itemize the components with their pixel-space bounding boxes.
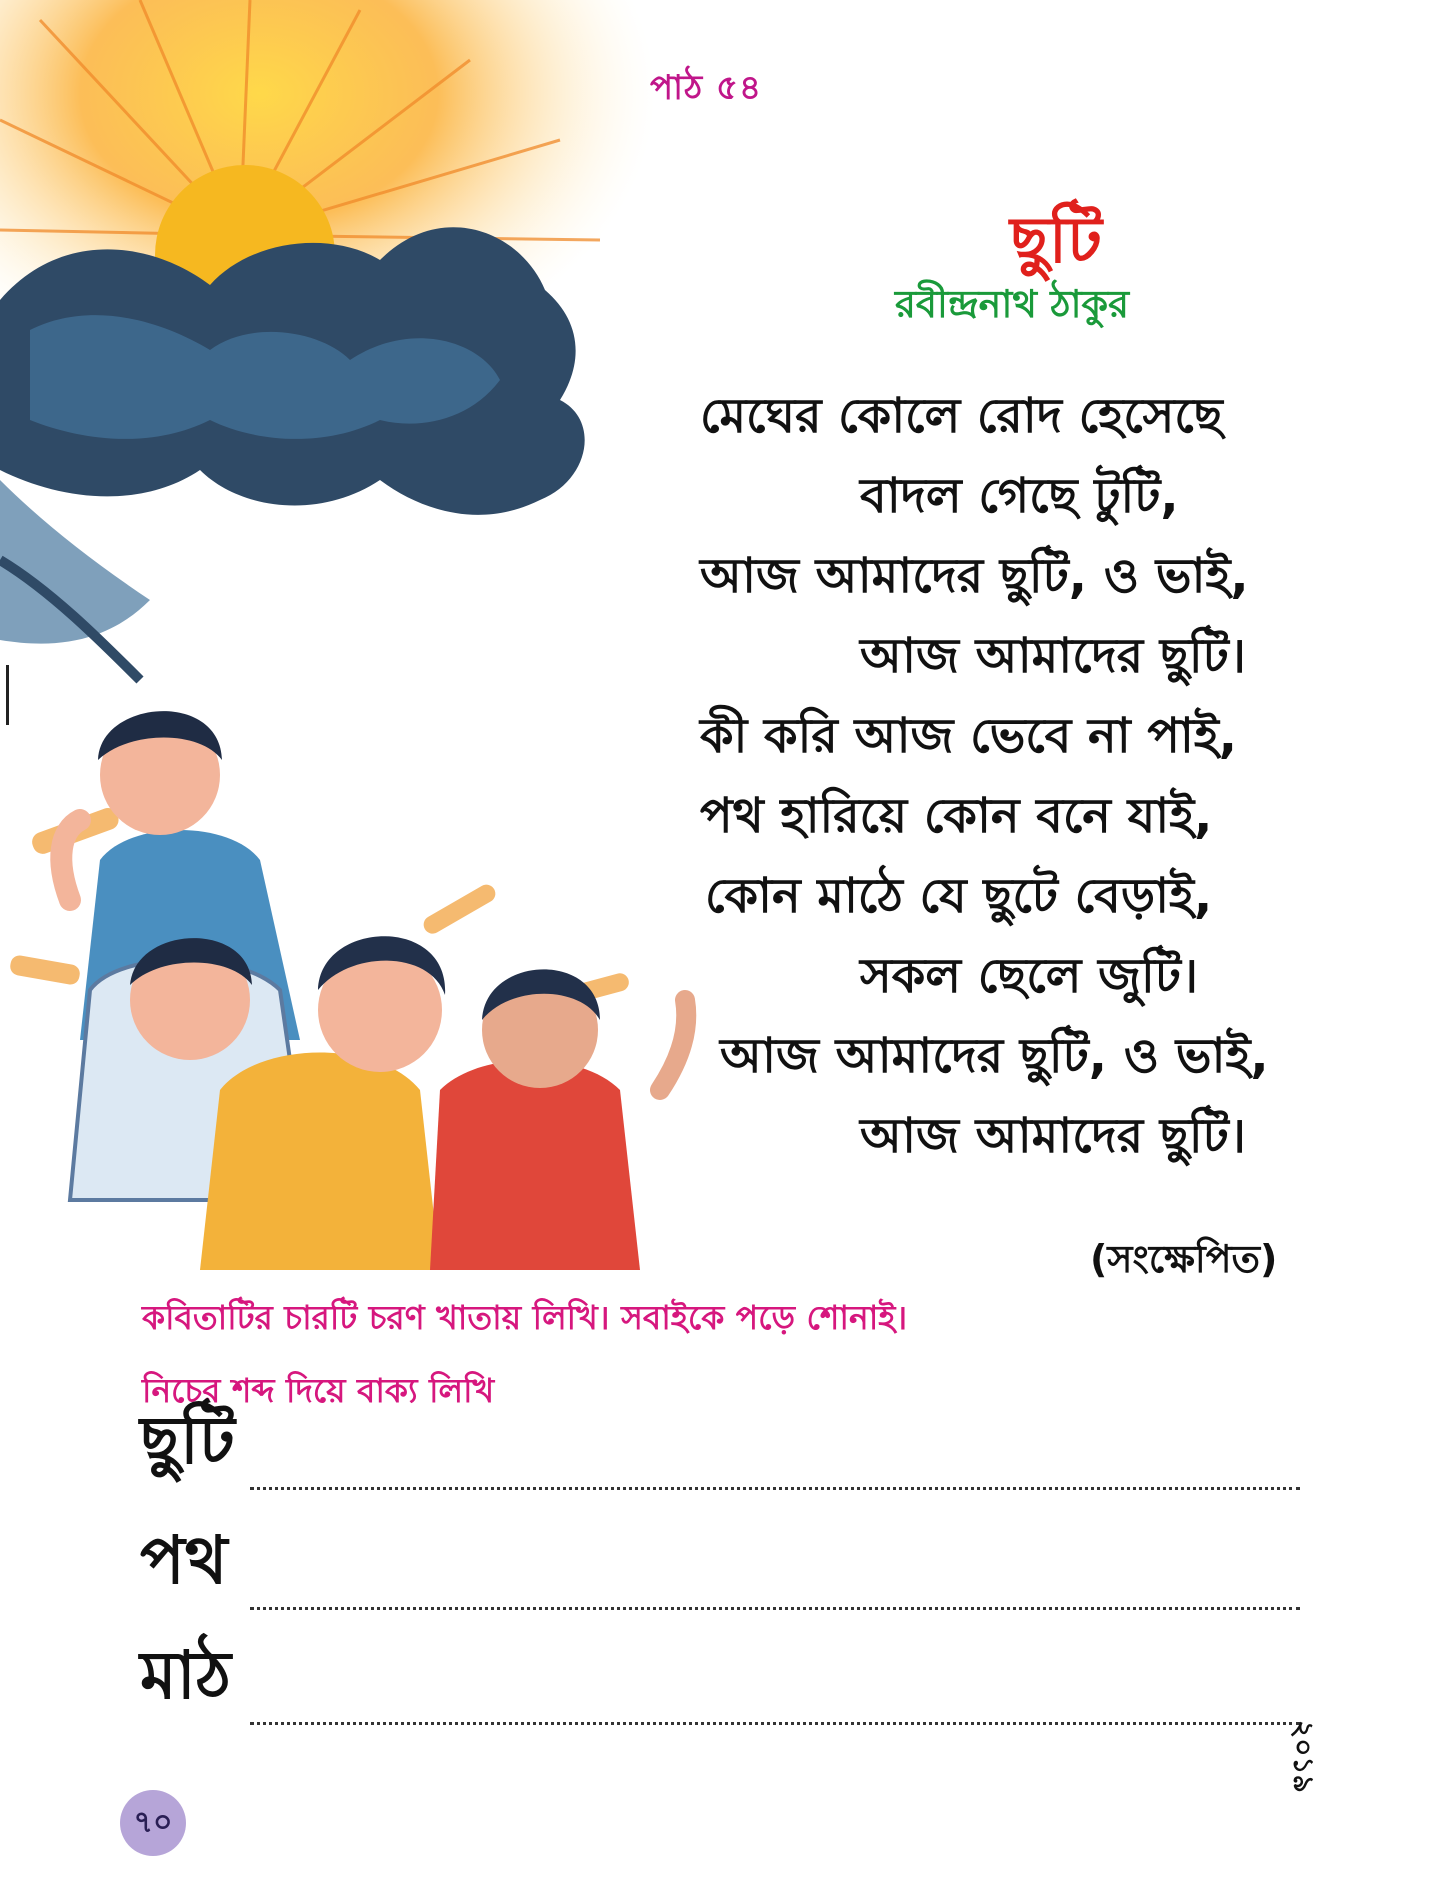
- page-number-badge: ৭০: [120, 1790, 186, 1856]
- exercise-word: পথ: [140, 1522, 228, 1599]
- poem-line: বাদল গেছে টুটি,: [860, 468, 1179, 524]
- writing-line[interactable]: [250, 1722, 1300, 1725]
- poem-line: কোন মাঠে যে ছুটে বেড়াই,: [705, 868, 1213, 924]
- writing-line[interactable]: [250, 1607, 1300, 1610]
- exercise-word: মাঠ: [140, 1637, 232, 1714]
- poem-line: আজ আমাদের ছুটি, ও ভাই,: [720, 1028, 1269, 1084]
- exercise-row-poth: [140, 1522, 1300, 1620]
- instruction-sentence-task: নিচের শব্দ দিয়ে বাক্য লিখি: [142, 1371, 495, 1410]
- abridged-note: (সংক্ষেপিত): [1090, 1237, 1278, 1281]
- poem-line: সকল ছেলে জুটি।: [860, 948, 1199, 1004]
- poem-line: আজ আমাদের ছুটি।: [860, 1108, 1246, 1164]
- lesson-number: পাঠ ৫৪: [650, 68, 763, 108]
- writing-line[interactable]: [250, 1487, 1300, 1490]
- exercise-row-chhuti: [140, 1402, 1300, 1500]
- poem-line: পথ হারিয়ে কোন বনে যাই,: [700, 788, 1213, 844]
- poem-line: আজ আমাদের ছুটি, ও ভাই,: [700, 548, 1249, 604]
- poem-line: মেঘের কোলে রোদ হেসেছে: [700, 388, 1223, 444]
- exercise-row-math: [140, 1637, 1300, 1735]
- poem-line: আজ আমাদের ছুটি।: [860, 628, 1246, 684]
- poem-title: ছুটি: [1010, 204, 1102, 278]
- poem-illustration: [0, 0, 720, 1290]
- storm-clouds: [0, 227, 585, 680]
- poem-author: রবীন্দ্রনাথ ঠাকুর: [895, 282, 1130, 326]
- instruction-copy-lines: কবিতাটির চারটি চরণ খাতায় লিখি। সবাইকে পড়ে শোনাই।: [142, 1298, 908, 1337]
- edge-mark: [6, 665, 9, 725]
- poem-line: কী করি আজ ভেবে না পাই,: [700, 708, 1238, 764]
- edition-year: ২০১৯: [1287, 1720, 1320, 1793]
- exercise-word: ছুটি: [140, 1402, 235, 1479]
